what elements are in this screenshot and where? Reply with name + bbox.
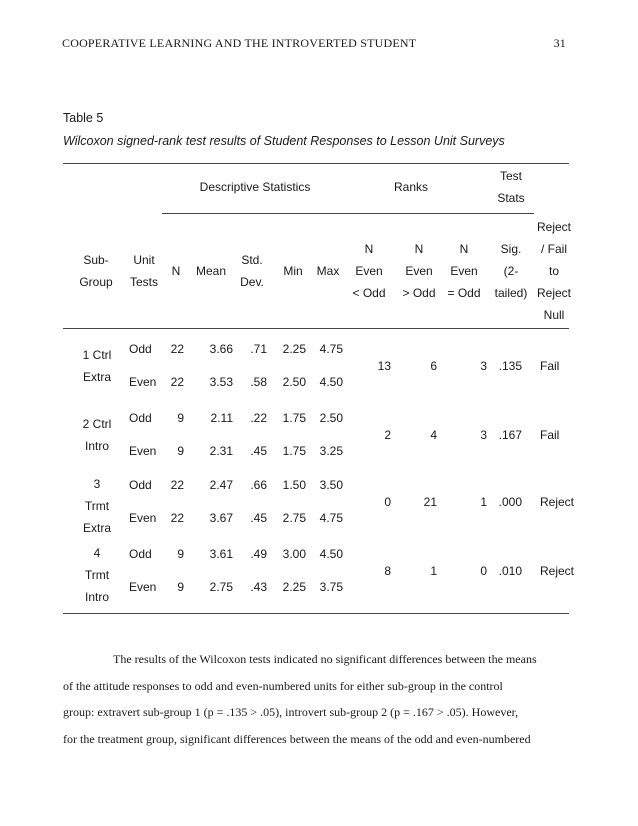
- cell-max: 4.75: [319, 511, 343, 525]
- cell-n-even-gt-odd: 1: [430, 564, 437, 578]
- col-header-reject: Reject / Fail to Reject Null: [536, 220, 572, 322]
- cell-unit: Even: [129, 375, 157, 389]
- cell-mean: 2.75: [209, 580, 233, 594]
- cell-mean: 2.47: [209, 478, 233, 492]
- cell-unit: Even: [129, 511, 157, 525]
- paragraph-line: group: extravert sub-group 1 (p = .135 > .05), introvert sub-group 2 (p = .167 > .05). However,: [63, 705, 519, 719]
- paragraph-line: of the attitude responses to odd and even-numbered units for either sub-group in the control: [63, 678, 503, 693]
- col-header-n-even-gt-odd: N Even > Odd: [402, 242, 436, 300]
- group-header-test-stats: Test Stats: [497, 169, 525, 205]
- row-subgroup-name: 1 Ctrl Extra: [82, 348, 112, 384]
- col-header-mean: Mean: [195, 264, 227, 278]
- cell-mean: 3.61: [209, 547, 233, 561]
- cell-std-dev: .66: [250, 478, 267, 492]
- cell-std-dev: .45: [250, 444, 267, 458]
- cell-n: 9: [177, 547, 184, 561]
- cell-n: 9: [177, 444, 184, 458]
- cell-result: Fail: [540, 428, 560, 442]
- cell-std-dev: .43: [250, 580, 267, 594]
- cell-mean: 3.53: [209, 375, 233, 389]
- cell-result: Fail: [540, 359, 560, 373]
- group-header-descriptive: Descriptive Statistics: [199, 180, 311, 194]
- col-header-max: Max: [316, 264, 340, 278]
- col-header-n: N: [171, 264, 181, 278]
- col-header-subgroup: Sub- Group: [79, 253, 113, 289]
- cell-max: 3.75: [319, 580, 343, 594]
- cell-max: 4.75: [319, 342, 343, 356]
- col-header-unit-tests: Unit Tests: [129, 253, 159, 289]
- cell-min: 2.25: [282, 580, 306, 594]
- cell-result: Reject: [540, 495, 575, 509]
- row-subgroup-name: 4 Trmt Intro: [84, 546, 110, 604]
- cell-n: 22: [170, 511, 184, 525]
- cell-unit: Odd: [129, 478, 152, 492]
- cell-min: 1.75: [282, 444, 306, 458]
- table-top-rule: [63, 163, 569, 164]
- running-head: [62, 36, 566, 51]
- table-bottom-rule: [63, 613, 569, 614]
- cell-n: 22: [170, 342, 184, 356]
- cell-n-even-gt-odd: 4: [430, 428, 437, 442]
- cell-n-even-eq-odd: 1: [480, 495, 487, 509]
- cell-min: 2.25: [282, 342, 306, 356]
- cell-n-even-eq-odd: 3: [480, 359, 487, 373]
- cell-unit: Even: [129, 580, 157, 594]
- cell-mean: 2.11: [210, 411, 233, 425]
- cell-n-even-lt-odd: 8: [384, 564, 391, 578]
- cell-mean: 3.67: [209, 511, 233, 525]
- cell-n: 9: [177, 411, 184, 425]
- running-head-title: COOPERATIVE LEARNING AND THE INTROVERTED STUDENT: [62, 36, 417, 50]
- table-header-rule: [63, 328, 569, 329]
- cell-min: 2.50: [282, 375, 306, 389]
- cell-std-dev: .22: [250, 411, 267, 425]
- cell-max: 3.25: [319, 444, 343, 458]
- row-subgroup-name: 3 Trmt Extra: [82, 477, 112, 535]
- col-header-n-even-eq-odd: N Even = Odd: [447, 242, 481, 300]
- cell-min: 3.00: [282, 547, 306, 561]
- cell-mean: 2.31: [209, 444, 233, 458]
- col-header-min: Min: [283, 264, 303, 278]
- cell-sig: .010: [498, 564, 522, 578]
- cell-min: 1.50: [282, 478, 306, 492]
- cell-std-dev: .71: [250, 342, 267, 356]
- cell-std-dev: .49: [250, 547, 267, 561]
- paragraph-line: for the treatment group, significant differences between the means of the odd and even-numbered: [63, 731, 531, 746]
- table-label: Table 5: [63, 111, 104, 125]
- cell-n: 9: [177, 580, 184, 594]
- cell-max: 4.50: [319, 547, 343, 561]
- cell-min: 2.75: [282, 511, 306, 525]
- cell-unit: Even: [129, 444, 157, 458]
- table-group-rule: [162, 213, 534, 214]
- cell-n-even-eq-odd: 0: [480, 564, 487, 578]
- col-header-sig: Sig. (2- tailed): [494, 242, 528, 300]
- cell-min: 1.75: [282, 411, 306, 425]
- cell-n-even-lt-odd: 13: [377, 359, 391, 373]
- cell-n-even-eq-odd: 3: [480, 428, 487, 442]
- cell-n: 22: [170, 375, 184, 389]
- cell-result: Reject: [540, 564, 575, 578]
- cell-n-even-gt-odd: 21: [423, 495, 437, 509]
- cell-std-dev: .45: [250, 511, 267, 525]
- cell-unit: Odd: [129, 547, 152, 561]
- cell-sig: .135: [498, 359, 522, 373]
- cell-unit: Odd: [129, 342, 152, 356]
- cell-n: 22: [170, 478, 184, 492]
- cell-std-dev: .58: [250, 375, 267, 389]
- row-subgroup-name: 2 Ctrl Intro: [82, 417, 112, 453]
- cell-mean: 3.66: [209, 342, 233, 356]
- cell-n-even-lt-odd: 0: [384, 495, 391, 509]
- col-header-std-dev: Std. Dev.: [240, 253, 264, 289]
- cell-unit: Odd: [129, 411, 152, 425]
- cell-sig: .167: [498, 428, 522, 442]
- table-caption: Wilcoxon signed-rank test results of Student Responses to Lesson Unit Surveys: [63, 134, 505, 148]
- page-number: 31: [553, 36, 566, 50]
- paragraph-line: The results of the Wilcoxon tests indicated no significant differences between the means: [113, 652, 537, 666]
- col-header-n-even-lt-odd: N Even < Odd: [352, 242, 386, 300]
- group-header-ranks: Ranks: [393, 180, 429, 194]
- cell-max: 3.50: [319, 478, 343, 492]
- body-paragraph: [63, 646, 569, 752]
- cell-n-even-lt-odd: 2: [384, 428, 391, 442]
- cell-sig: .000: [498, 495, 522, 509]
- cell-n-even-gt-odd: 6: [430, 359, 437, 373]
- cell-max: 2.50: [319, 411, 343, 425]
- cell-max: 4.50: [319, 375, 343, 389]
